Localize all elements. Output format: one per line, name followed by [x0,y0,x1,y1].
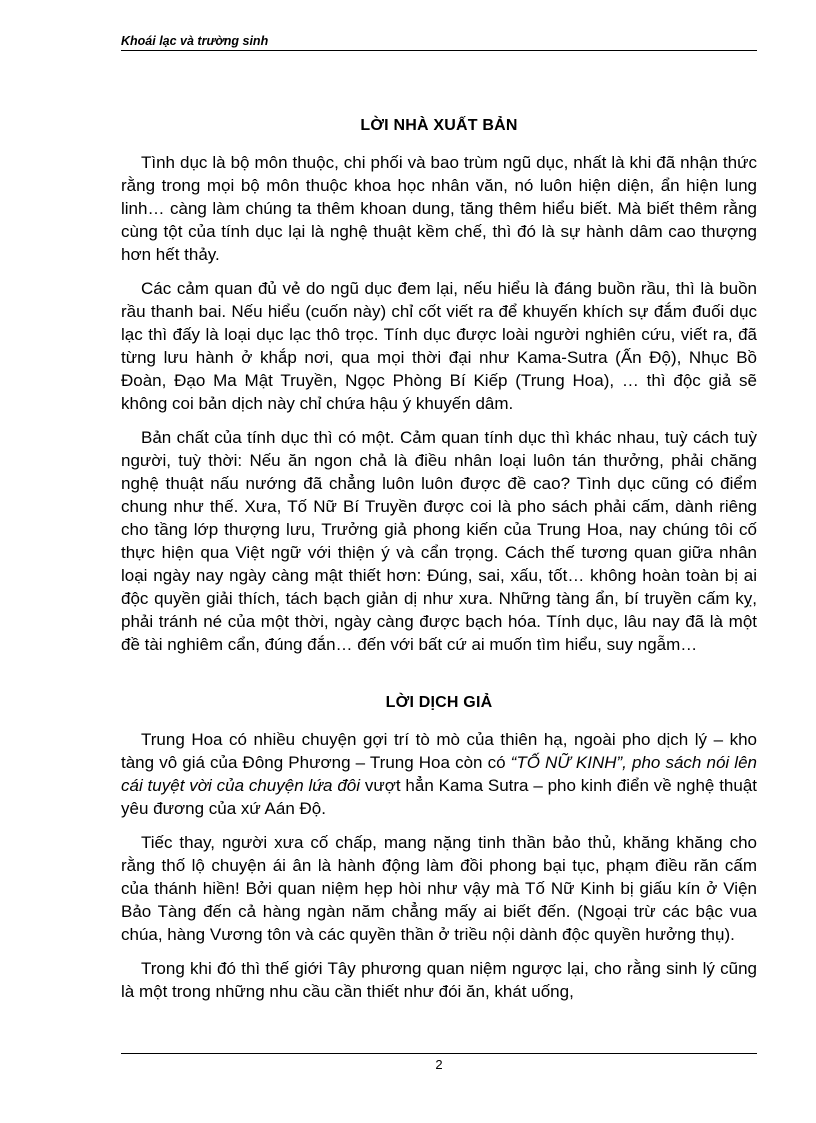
running-header: Khoái lạc và trường sinh [121,34,757,51]
paragraph: Bản chất của tính dục thì có một. Cảm quan tính dục thì khác nhau, tuỳ cách tuỳ người, tuỳ thời: Nếu ăn ngon chả là điều nhân loại luôn tán thưởng, phải chăng nghệ thuật nấu nướng đã chẳng luôn luôn được đề cao? Tình dục cũng có điểm chung như thế. Xưa, Tố Nữ Bí Truyền được coi là pho sách phải cấm, dành riêng cho tầng lớp thượng lưu, Trưởng giả phong kiến của Trung Hoa, nay chúng tôi cố thực hiện qua Việt ngữ với thiện ý và cẩn trọng. Cách thế tương quan giữa nhân loại ngày nay ngày càng mật thiết hơn: Đúng, sai, xấu, tốt… không hoàn toàn bị ai độc quyền giải thích, tách bạch giản dị như xưa. Những tàng ẩn, bí truyền cấm kỵ, phải tránh né của một thời, ngày càng được bạch hóa. Tính dục, lâu nay đã là một đề tài nghiêm cẩn, đúng đắn… đến với bất cứ ai muốn tìm hiểu, suy ngẫm… [121,428,757,654]
paragraph: Trong khi đó thì thế giới Tây phương quan niệm ngược lại, cho rằng sinh lý cũng là một trong những nhu cầu cần thiết như đói ăn, khát uống, [121,959,757,1001]
paragraph: Các cảm quan đủ vẻ do ngũ dục đem lại, nếu hiểu là đáng buồn rầu, thì là buồn rầu thanh bai. Nếu hiểu (cuốn này) chỉ cốt viết ra để khuyến khích sự đắm đuối dục lạc thì đấy là loại dục lạc thô trọc. Tính dục được loài người nghiên cứu, viết ra, đã từng lưu hành ở khắp nơi, qua mọi thời đại như Kama-Sutra (Ấn Độ), Nhục Bồ Đoàn, Đạo Ma Mật Truyền, Ngọc Phòng Bí Kiếp (Trung Hoa), … thì độc giả sẽ không coi bản dịch này chỉ chứa hậu ý khuyến dâm. [121,279,757,413]
paragraph: Tiếc thay, người xưa cố chấp, mang nặng tinh thần bảo thủ, khăng khăng cho rằng thố lộ chuyện ái ân là hành động làm đồi phong bại tục, phạm điều răn cấm của thánh hiền! Bởi quan niệm hẹp hòi như vậy mà Tố Nữ Kinh bị giấu kín ở Viện Bảo Tàng đến cả hàng ngàn năm chẳng mấy ai biết đến. (Ngoại trừ các bậc vua chúa, hàng Vương tôn và các quyền thần ở triều nội dành độc quyền hưởng thụ). [121,833,757,944]
section-title-publisher: LỜI NHÀ XUẤT BẢN [360,117,518,134]
italic-book-title: “TỐ NỮ KINH”, pho sách nói lên cái tuyệt vời của chuyện lứa đôi [121,753,757,795]
section-title-translator: LỜI DỊCH GIẢ [385,694,493,711]
paragraph: Tình dục là bộ môn thuộc, chi phối và bao trùm ngũ dục, nhất là khi đã nhận thức rằng trong mọi bộ môn thuộc khoa học nhân văn, nó luôn hiện diện, ẩn hiện lung linh… càng làm chúng ta thêm khoan dung, tăng thêm hiểu biết. Mà biết thêm rằng cùng tột của tính dục lại là nghệ thuật kềm chế, thì đó là sự hành dâm cao thượng hơn hết thảy. [121,153,757,264]
paragraph [121,728,757,820]
paragraph-text: vượt hẳn Kama Sutra – pho kinh điển về nghệ thuật yêu đương của xứ Aán Độ. [121,776,758,818]
footer-rule [121,1053,757,1054]
paragraph-text: Trung Hoa có nhiều chuyện gợi trí tò mò của thiên hạ, ngoài pho dịch lý – kho tàng vô giá của Đông Phương – Trung Hoa còn có [121,730,757,772]
page-number: 2 [435,1057,443,1072]
page-body [121,117,757,1014]
